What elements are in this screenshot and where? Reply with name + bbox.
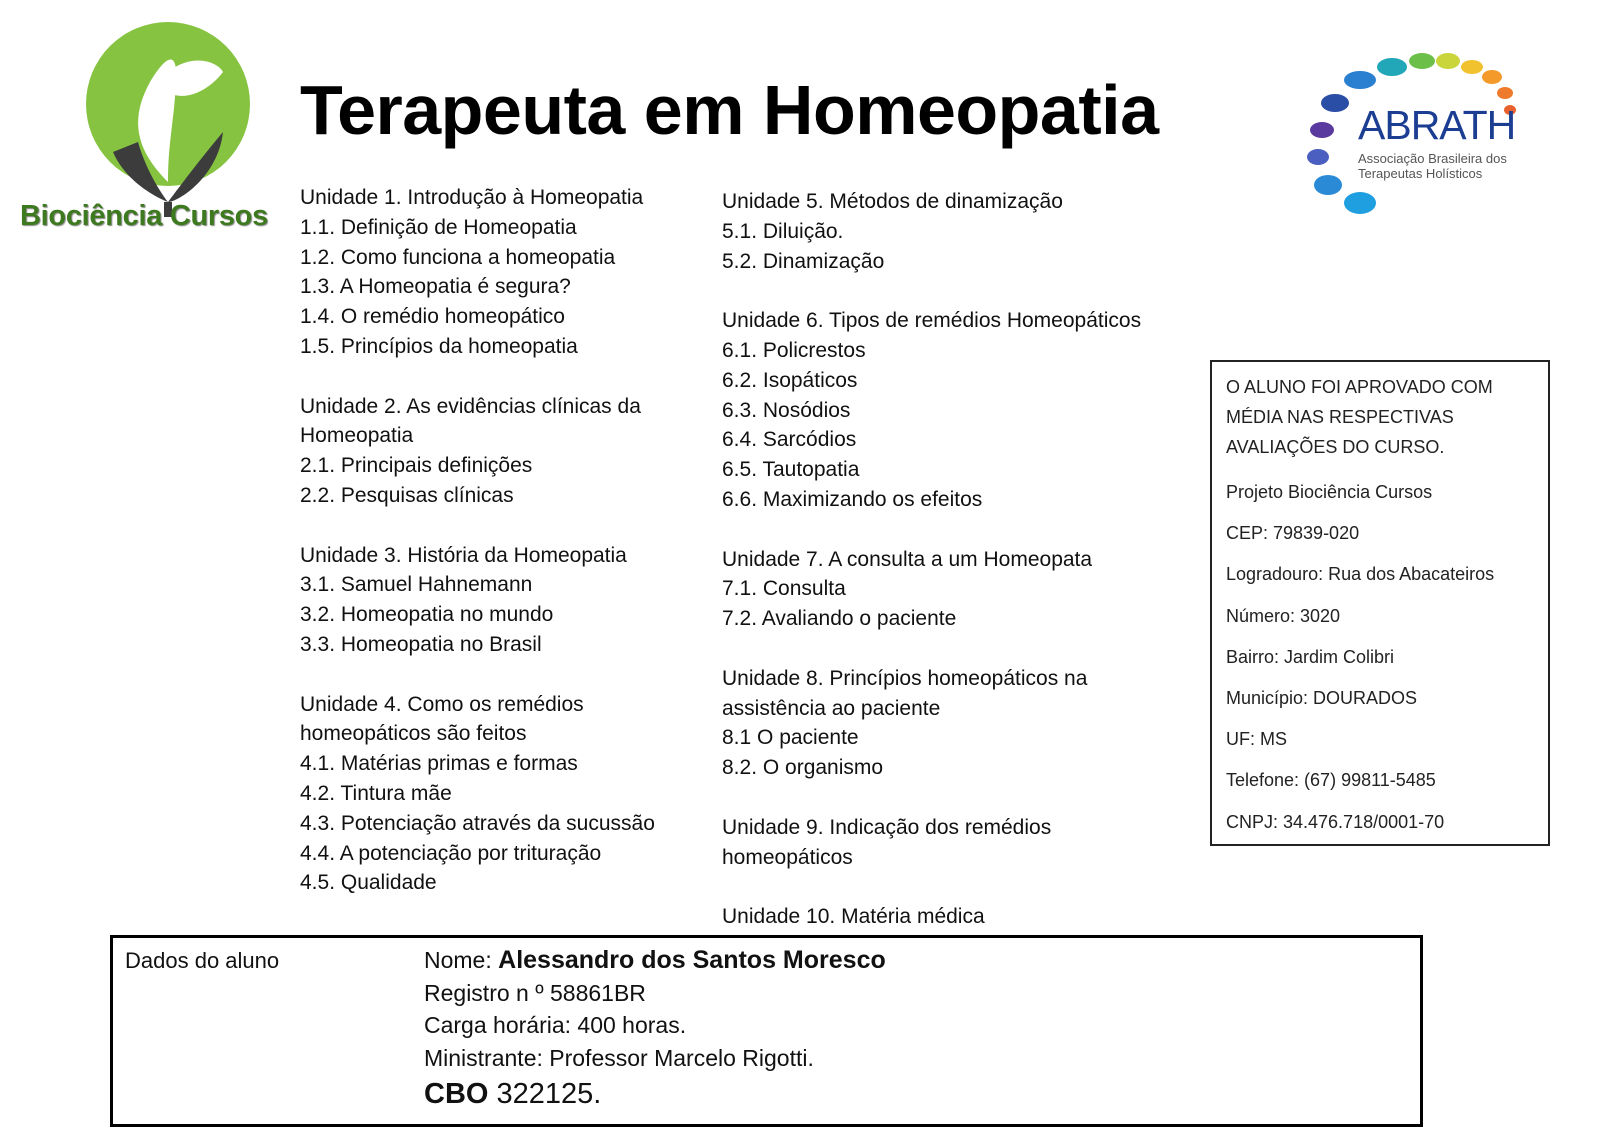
page-title: Terapeuta em Homeopatia (300, 71, 1159, 149)
approval-info-box (1210, 360, 1550, 846)
course-unit-item: 4.4. A potenciação por trituração (300, 841, 602, 865)
course-unit-item: 8.2. O organismo (722, 756, 884, 780)
course-units-left (300, 183, 700, 898)
course-unit-item: Unidade 1. Introdução à Homeopatia (300, 186, 644, 209)
course-unit-item: 6.5. Tautopatia (722, 458, 860, 482)
course-unit-item: 1.3. A Homeopatia é segura? (300, 275, 571, 299)
institution-info-line: Número: 3020 (1226, 605, 1341, 626)
course-unit-item: Unidade 9. Indicação dos remédios (722, 815, 1052, 839)
course-unit-item: 3.1. Samuel Hahnemann (300, 573, 533, 597)
spacer (722, 515, 1192, 545)
spacer (722, 783, 1192, 813)
course-unit-item: 6.2. Isopáticos (722, 368, 858, 392)
spacer (300, 660, 700, 690)
course-unit-item: 6.4. Sarcódios (722, 428, 857, 452)
course-instructor: Ministrante: Professor Marcelo Rigotti. (424, 1045, 814, 1071)
institution-info-line: Projeto Biociência Cursos (1226, 482, 1433, 502)
approval-statement: O ALUNO FOI APROVADO COM MÉDIA NAS RESPECTIVAS AVALIAÇÕES DO CURSO. (1226, 377, 1493, 457)
institution-info-line: Logradouro: Rua dos Abacateiros (1226, 564, 1495, 585)
biociencia-logo-text: Biociência Cursos (20, 200, 268, 232)
course-unit-item: 1.2. Como funciona a homeopatia (300, 245, 616, 269)
institution-info (1226, 472, 1536, 843)
institution-info-line: CNPJ: 34.476.718/0001-70 (1226, 811, 1445, 832)
course-units-right (722, 187, 1192, 932)
course-unit-item: Unidade 7. A consulta a um Homeopata (722, 547, 1093, 571)
student-name-line (424, 946, 886, 975)
student-name-prefix: Nome: (424, 947, 499, 973)
course-unit-item: 1.4. O remédio homeopático (300, 305, 565, 329)
spacer (722, 634, 1192, 664)
course-unit-item: homeopáticos (722, 845, 853, 869)
spacer (300, 362, 700, 392)
course-unit-item: Unidade 6. Tipos de remédios Homeopáticos (722, 309, 1142, 333)
course-unit-item: Unidade 2. As evidências clínicas da Homeopatia (300, 394, 641, 448)
course-unit-item: 7.1. Consulta (722, 577, 846, 601)
course-unit-item: 1.5. Princípios da homeopatia (300, 334, 578, 358)
course-unit-item: 6.3. Nosódios (722, 398, 851, 422)
course-unit-item: assistência ao paciente (722, 696, 941, 720)
spacer (300, 511, 700, 541)
abrath-logo-name: ABRATH (1358, 102, 1516, 148)
course-unit-item: Unidade 3. História da Homeopatia (300, 543, 627, 567)
course-unit-item: 7.2. Avaliando o paciente (722, 607, 957, 631)
institution-info-line: Bairro: Jardim Colibri (1226, 646, 1395, 667)
student-registration: Registro n º 58861BR (424, 980, 646, 1006)
course-unit-item: 3.2. Homeopatia no mundo (300, 603, 554, 627)
institution-info-line: Município: DOURADOS (1226, 688, 1418, 709)
course-unit-item: 6.1. Policrestos (722, 338, 866, 362)
course-unit-item: 4.3. Potenciação através da sucussão (300, 811, 655, 835)
course-unit-item: Unidade 4. Como os remédios homeopáticos são feitos (300, 692, 584, 746)
course-unit-item: 5.2. Dinamização (722, 249, 885, 273)
spacer (722, 276, 1192, 306)
spacer (722, 872, 1192, 902)
course-unit-item: Unidade 10. Matéria médica (722, 905, 985, 929)
student-name: Alessandro dos Santos Moresco (498, 946, 886, 974)
institution-info-line: Telefone: (67) 99811-5485 (1226, 770, 1436, 791)
abrath-logo-subtitle: Terapeutas Holísticos (1358, 166, 1483, 181)
course-unit-item: 3.3. Homeopatia no Brasil (300, 632, 542, 656)
course-unit-item: 6.6. Maximizando os efeitos (722, 487, 983, 511)
course-unit-item: 2.1. Principais definições (300, 454, 533, 478)
cbo-value: 322125. (488, 1078, 602, 1110)
course-hours: Carga horária: 400 horas. (424, 1012, 687, 1038)
course-unit-item: 2.2. Pesquisas clínicas (300, 483, 514, 507)
cbo-code (424, 1078, 601, 1111)
course-unit-item: 5.1. Diluição. (722, 219, 844, 243)
institution-info-line: CEP: 79839-020 (1226, 523, 1360, 544)
course-unit-item: 1.1. Definição de Homeopatia (300, 215, 577, 239)
abrath-logo-subtitle: Associação Brasileira dos (1358, 151, 1507, 166)
course-unit-item: 4.2. Tintura mãe (300, 781, 452, 805)
course-unit-item: 4.5. Qualidade (300, 871, 437, 895)
course-unit-item: 8.1 O paciente (722, 726, 859, 750)
cbo-label: CBO (424, 1078, 489, 1110)
course-unit-item: Unidade 5. Métodos de dinamização (722, 190, 1063, 213)
course-unit-item: 4.1. Matérias primas e formas (300, 752, 578, 776)
institution-info-line: UF: MS (1226, 729, 1287, 750)
course-unit-item: Unidade 8. Princípios homeopáticos na (722, 666, 1088, 690)
student-data-label: Dados do aluno (125, 948, 280, 973)
